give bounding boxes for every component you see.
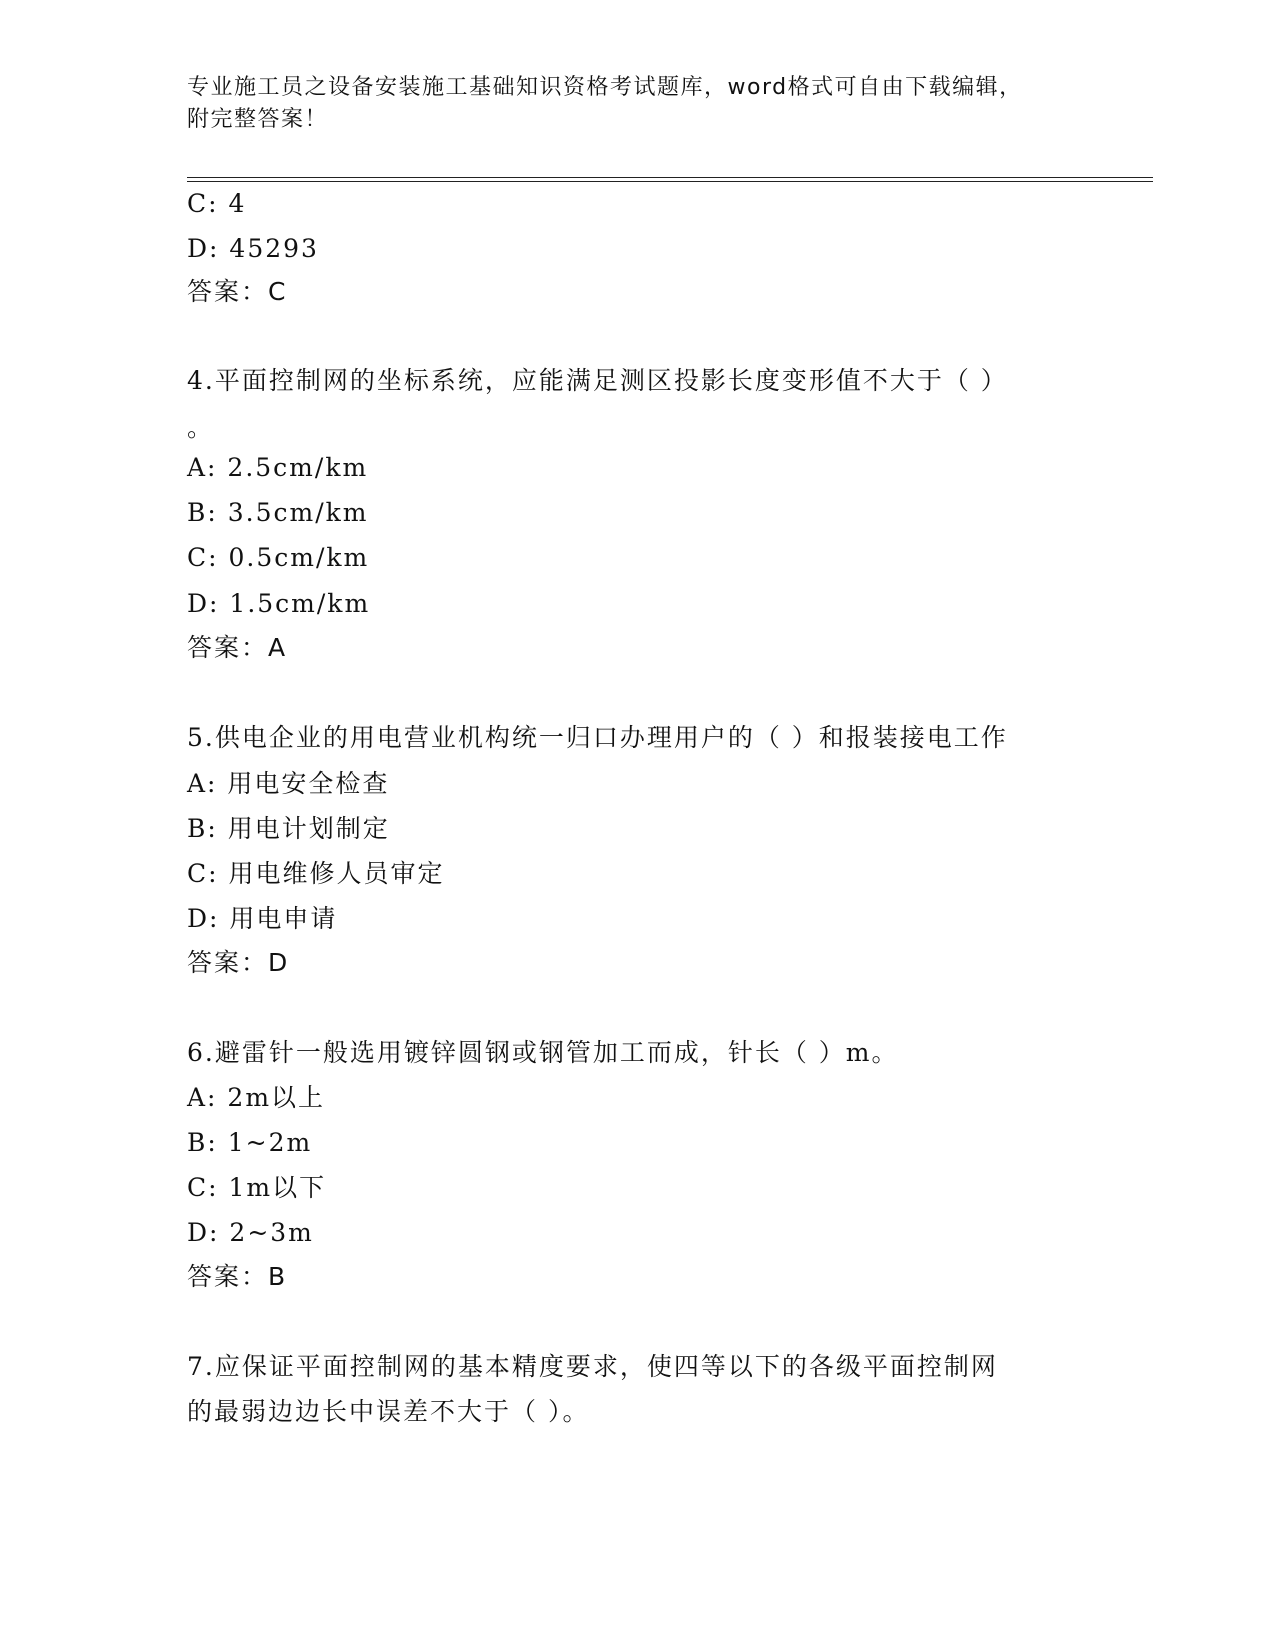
header-title-line-2: 附完整答案！ [187, 107, 329, 132]
q5-option-b: B: 用电计划制定 [187, 814, 390, 843]
q6-option-a: A: 2m以上 [187, 1083, 326, 1112]
q6-stem: 6.避雷针一般选用镀锌圆钢或钢管加工而成，针长（ ）m。 [187, 1038, 899, 1067]
q4-stem-line-1: 4.平面控制网的坐标系统，应能满足测区投影长度变形值不大于（ ） [187, 366, 1008, 395]
q6-answer: 答案：B [187, 1262, 288, 1291]
q5-stem: 5.供电企业的用电营业机构统一归口办理用户的（ ）和报装接电工作 [187, 723, 1008, 752]
q7-stem-line-1: 7.应保证平面控制网的基本精度要求，使四等以下的各级平面控制网 [187, 1352, 998, 1381]
q4-answer: 答案：A [187, 633, 288, 662]
header-double-rule [187, 177, 1153, 182]
q4-option-a: A: 2.5cm/km [187, 453, 369, 482]
prev-question-option-d: D: 45293 [187, 234, 319, 263]
q6-option-d: D: 2~3m [187, 1218, 314, 1247]
q7-stem-line-2: 的最弱边边长中误差不大于（ ）。 [187, 1397, 590, 1426]
q4-stem-line-2: 。 [187, 413, 215, 442]
q6-option-b: B: 1~2m [187, 1128, 313, 1157]
q4-option-b: B: 3.5cm/km [187, 498, 369, 527]
header-title-line-1: 专业施工员之设备安装施工基础知识资格考试题库，word格式可自由下载编辑， [187, 75, 1023, 100]
document-header [187, 72, 1077, 136]
prev-question-option-c: C: 4 [187, 189, 247, 218]
q5-option-a: A: 用电安全检查 [187, 769, 390, 798]
q5-option-c: C: 用电维修人员审定 [187, 859, 445, 888]
prev-question-answer: 答案：C [187, 277, 288, 306]
q5-answer: 答案：D [187, 948, 290, 977]
q6-option-c: C: 1m以下 [187, 1173, 327, 1202]
q4-option-d: D: 1.5cm/km [187, 589, 371, 618]
q5-option-d: D: 用电申请 [187, 904, 338, 933]
q4-option-c: C: 0.5cm/km [187, 543, 370, 572]
